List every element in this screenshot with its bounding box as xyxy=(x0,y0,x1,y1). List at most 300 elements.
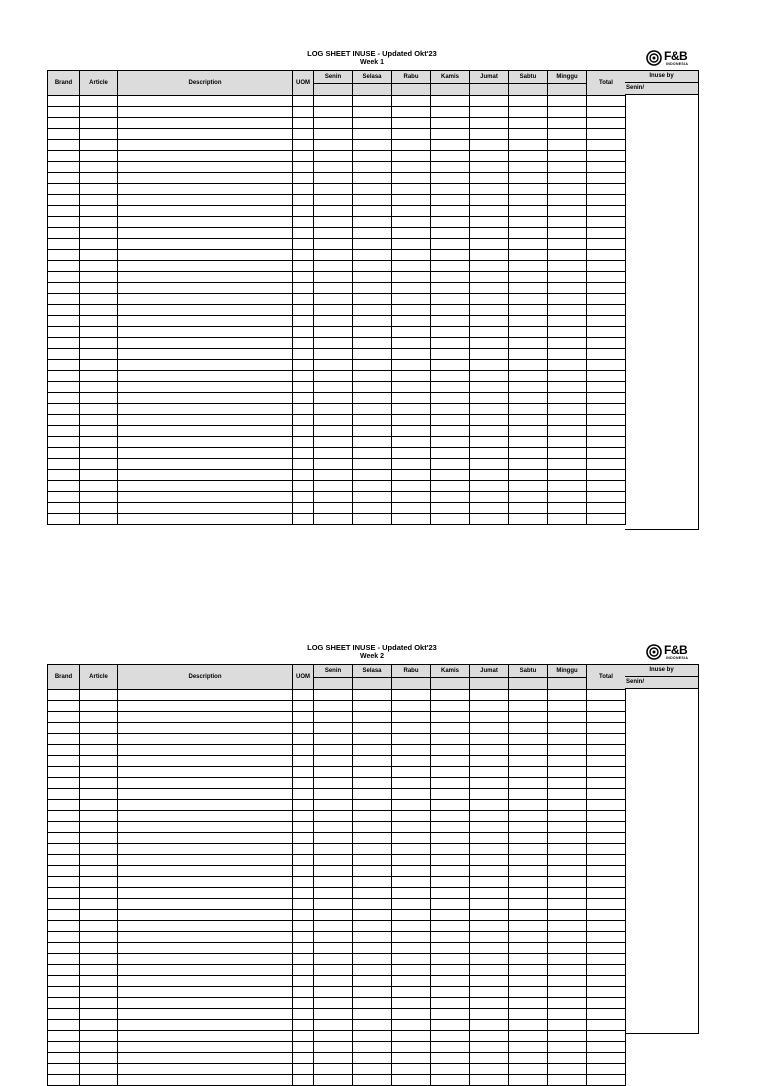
table-cell xyxy=(587,690,626,701)
table-cell xyxy=(353,965,392,976)
table-row xyxy=(48,932,626,943)
table-cell xyxy=(80,371,118,382)
table-cell xyxy=(118,228,293,239)
table-cell xyxy=(587,888,626,899)
table-cell xyxy=(509,327,548,338)
table-row xyxy=(48,107,626,118)
table-cell xyxy=(470,217,509,228)
table-cell xyxy=(48,250,80,261)
table-cell xyxy=(431,943,470,954)
table-cell xyxy=(118,470,293,481)
table-cell xyxy=(48,415,80,426)
table-cell xyxy=(431,965,470,976)
table-cell xyxy=(118,129,293,140)
table-cell xyxy=(470,822,509,833)
table-cell xyxy=(548,338,587,349)
table-cell xyxy=(80,1031,118,1042)
table-cell xyxy=(353,228,392,239)
table-cell xyxy=(353,1053,392,1064)
table-cell xyxy=(353,426,392,437)
table-cell xyxy=(470,1031,509,1042)
table-cell xyxy=(80,448,118,459)
company-logo xyxy=(646,50,702,70)
table-cell xyxy=(80,503,118,514)
table-cell xyxy=(548,448,587,459)
table-cell xyxy=(353,492,392,503)
table-cell xyxy=(392,437,431,448)
table-cell xyxy=(548,943,587,954)
table-cell xyxy=(392,1042,431,1053)
table-cell xyxy=(431,261,470,272)
table-cell xyxy=(48,932,80,943)
table-cell xyxy=(48,360,80,371)
table-cell xyxy=(509,272,548,283)
table-cell xyxy=(470,965,509,976)
table-cell xyxy=(587,965,626,976)
table-cell xyxy=(587,855,626,866)
table-cell xyxy=(392,327,431,338)
table-cell xyxy=(80,283,118,294)
table-cell xyxy=(548,162,587,173)
table-cell xyxy=(392,393,431,404)
table-cell xyxy=(80,712,118,723)
inuse-column xyxy=(625,70,699,530)
table-row xyxy=(48,96,626,107)
table-cell xyxy=(314,855,353,866)
table-cell xyxy=(392,932,431,943)
table-cell xyxy=(587,987,626,998)
table-cell xyxy=(509,162,548,173)
table-cell xyxy=(548,987,587,998)
table-cell xyxy=(470,514,509,525)
table-cell xyxy=(392,129,431,140)
table-cell xyxy=(470,382,509,393)
table-cell xyxy=(293,756,314,767)
table-cell xyxy=(48,217,80,228)
table-cell xyxy=(392,767,431,778)
table-cell xyxy=(431,976,470,987)
table-cell xyxy=(548,481,587,492)
table-cell xyxy=(80,833,118,844)
table-cell xyxy=(293,206,314,217)
table-cell xyxy=(314,305,353,316)
table-cell xyxy=(431,448,470,459)
table-cell xyxy=(470,272,509,283)
col-minggu: Minggu xyxy=(548,665,587,678)
table-cell xyxy=(587,1053,626,1064)
table-cell xyxy=(118,217,293,228)
table-cell xyxy=(548,272,587,283)
table-cell xyxy=(509,195,548,206)
table-cell xyxy=(392,151,431,162)
table-cell xyxy=(314,1075,353,1086)
table-cell xyxy=(118,195,293,206)
table-cell xyxy=(470,800,509,811)
table-cell xyxy=(353,1020,392,1031)
table-cell xyxy=(80,855,118,866)
table-cell xyxy=(48,371,80,382)
col-article: Article xyxy=(80,665,118,690)
table-cell xyxy=(470,723,509,734)
table-cell xyxy=(80,338,118,349)
table-cell xyxy=(48,382,80,393)
table-cell xyxy=(587,767,626,778)
table-cell xyxy=(509,822,548,833)
table-cell xyxy=(470,844,509,855)
table-cell xyxy=(548,1075,587,1086)
table-cell xyxy=(48,426,80,437)
table-cell xyxy=(431,701,470,712)
table-cell xyxy=(314,1031,353,1042)
table-cell xyxy=(509,448,548,459)
table-cell xyxy=(48,283,80,294)
table-cell xyxy=(48,514,80,525)
table-cell xyxy=(470,943,509,954)
table-cell xyxy=(470,690,509,701)
table-cell xyxy=(80,184,118,195)
table-row xyxy=(48,811,626,822)
table-cell xyxy=(587,316,626,327)
table-cell xyxy=(548,250,587,261)
table-cell xyxy=(548,734,587,745)
table-row xyxy=(48,492,626,503)
table-row xyxy=(48,778,626,789)
table-cell xyxy=(470,107,509,118)
table-cell xyxy=(392,503,431,514)
table-row xyxy=(48,789,626,800)
table-cell xyxy=(509,151,548,162)
table-cell xyxy=(470,118,509,129)
table-cell xyxy=(509,107,548,118)
table-cell xyxy=(431,1009,470,1020)
table-cell xyxy=(80,470,118,481)
table-cell xyxy=(48,855,80,866)
table-cell xyxy=(587,217,626,228)
table-cell xyxy=(293,426,314,437)
col-jumat: Jumat xyxy=(470,665,509,678)
table-cell xyxy=(431,1020,470,1031)
table-row xyxy=(48,712,626,723)
table-cell xyxy=(587,866,626,877)
table-cell xyxy=(293,371,314,382)
table-cell xyxy=(548,976,587,987)
table-cell xyxy=(118,778,293,789)
table-cell xyxy=(509,723,548,734)
table-cell xyxy=(80,1009,118,1020)
table-cell xyxy=(80,481,118,492)
table-cell xyxy=(353,118,392,129)
table-cell xyxy=(48,151,80,162)
table-cell xyxy=(470,998,509,1009)
table-row xyxy=(48,283,626,294)
table-cell xyxy=(509,426,548,437)
table-cell xyxy=(548,129,587,140)
table-cell xyxy=(548,723,587,734)
table-cell xyxy=(353,514,392,525)
table-cell xyxy=(80,910,118,921)
table-cell xyxy=(48,723,80,734)
table-cell xyxy=(509,371,548,382)
table-row xyxy=(48,360,626,371)
table-cell xyxy=(587,283,626,294)
table-cell xyxy=(293,767,314,778)
table-cell xyxy=(470,888,509,899)
table-cell xyxy=(293,360,314,371)
table-cell xyxy=(48,459,80,470)
table-cell xyxy=(48,162,80,173)
table-cell xyxy=(548,800,587,811)
table-cell xyxy=(431,855,470,866)
table-cell xyxy=(80,745,118,756)
table-cell xyxy=(118,118,293,129)
table-cell xyxy=(118,1075,293,1086)
table-cell xyxy=(587,811,626,822)
table-cell xyxy=(293,272,314,283)
table-cell xyxy=(48,140,80,151)
table-cell xyxy=(353,866,392,877)
table-cell xyxy=(392,305,431,316)
table-cell xyxy=(431,382,470,393)
table-cell xyxy=(48,811,80,822)
table-cell xyxy=(118,899,293,910)
table-cell xyxy=(587,338,626,349)
table-row xyxy=(48,965,626,976)
table-cell xyxy=(353,184,392,195)
table-cell xyxy=(314,756,353,767)
table-cell xyxy=(80,976,118,987)
table-cell xyxy=(509,360,548,371)
table-cell xyxy=(548,1031,587,1042)
table-row xyxy=(48,415,626,426)
table-cell xyxy=(587,701,626,712)
table-cell xyxy=(293,954,314,965)
table-cell xyxy=(353,481,392,492)
table-cell xyxy=(431,932,470,943)
table-cell xyxy=(470,833,509,844)
table-cell xyxy=(353,151,392,162)
table-cell xyxy=(353,261,392,272)
table-row xyxy=(48,206,626,217)
table-cell xyxy=(293,734,314,745)
col-sabtu-sub xyxy=(509,677,548,690)
table-cell xyxy=(470,734,509,745)
table-cell xyxy=(314,877,353,888)
table-cell xyxy=(548,349,587,360)
table-cell xyxy=(293,129,314,140)
table-cell xyxy=(470,305,509,316)
table-cell xyxy=(314,1064,353,1075)
table-cell xyxy=(548,756,587,767)
table-cell xyxy=(392,1009,431,1020)
table-cell xyxy=(470,954,509,965)
table-cell xyxy=(293,459,314,470)
table-cell xyxy=(80,789,118,800)
table-cell xyxy=(392,448,431,459)
table-cell xyxy=(431,360,470,371)
table-cell xyxy=(353,393,392,404)
table-cell xyxy=(353,1075,392,1086)
table-cell xyxy=(314,789,353,800)
table-cell xyxy=(118,448,293,459)
table-cell xyxy=(509,140,548,151)
table-cell xyxy=(470,349,509,360)
table-cell xyxy=(314,954,353,965)
table-cell xyxy=(353,448,392,459)
table-cell xyxy=(314,184,353,195)
table-cell xyxy=(548,382,587,393)
table-cell xyxy=(293,965,314,976)
table-cell xyxy=(293,382,314,393)
table-cell xyxy=(392,470,431,481)
table-cell xyxy=(48,745,80,756)
table-row xyxy=(48,701,626,712)
table-cell xyxy=(509,910,548,921)
table-cell xyxy=(80,690,118,701)
table-cell xyxy=(48,206,80,217)
table-cell xyxy=(118,734,293,745)
table-cell xyxy=(509,481,548,492)
table-cell xyxy=(392,1053,431,1064)
table-row xyxy=(48,184,626,195)
table-cell xyxy=(509,206,548,217)
table-cell xyxy=(392,954,431,965)
table-cell xyxy=(353,162,392,173)
table-cell xyxy=(353,932,392,943)
table-cell xyxy=(293,712,314,723)
table-cell xyxy=(431,723,470,734)
logo-brand: F&B xyxy=(664,643,688,657)
table-cell xyxy=(392,360,431,371)
table-cell xyxy=(293,470,314,481)
table-cell xyxy=(392,514,431,525)
table-cell xyxy=(293,261,314,272)
table-cell xyxy=(548,844,587,855)
table-cell xyxy=(80,1042,118,1053)
table-cell xyxy=(509,767,548,778)
table-cell xyxy=(353,734,392,745)
table-cell xyxy=(48,833,80,844)
table-cell xyxy=(293,833,314,844)
table-cell xyxy=(314,492,353,503)
sheet-title: LOG SHEET INUSE - Updated Okt'23 xyxy=(307,643,437,652)
table-cell xyxy=(548,921,587,932)
table-cell xyxy=(431,921,470,932)
table-cell xyxy=(293,987,314,998)
table-cell xyxy=(118,756,293,767)
table-cell xyxy=(353,822,392,833)
table-cell xyxy=(353,283,392,294)
table-cell xyxy=(470,756,509,767)
table-cell xyxy=(548,217,587,228)
table-cell xyxy=(392,745,431,756)
table-row xyxy=(48,514,626,525)
table-cell xyxy=(587,470,626,481)
col-minggu-sub xyxy=(548,677,587,690)
table-cell xyxy=(392,283,431,294)
inuse-header: Inuse by xyxy=(625,665,698,677)
table-cell xyxy=(293,327,314,338)
table-cell xyxy=(509,1031,548,1042)
table-cell xyxy=(80,866,118,877)
table-cell xyxy=(118,987,293,998)
table-cell xyxy=(118,261,293,272)
table-cell xyxy=(293,184,314,195)
table-cell xyxy=(587,272,626,283)
table-cell xyxy=(470,932,509,943)
table-cell xyxy=(48,173,80,184)
table-cell xyxy=(509,1020,548,1031)
table-cell xyxy=(587,1009,626,1020)
table-cell xyxy=(293,789,314,800)
table-cell xyxy=(392,987,431,998)
table-cell xyxy=(470,393,509,404)
table-cell xyxy=(293,910,314,921)
table-cell xyxy=(353,723,392,734)
table-cell xyxy=(470,855,509,866)
table-cell xyxy=(509,976,548,987)
col-rabu-sub xyxy=(392,677,431,690)
table-cell xyxy=(587,118,626,129)
table-row xyxy=(48,976,626,987)
table-cell xyxy=(314,734,353,745)
table-cell xyxy=(470,162,509,173)
table-cell xyxy=(353,778,392,789)
table-cell xyxy=(353,382,392,393)
table-cell xyxy=(587,206,626,217)
table-cell xyxy=(392,426,431,437)
table-cell xyxy=(293,107,314,118)
table-cell xyxy=(470,283,509,294)
table-cell xyxy=(509,503,548,514)
table-cell xyxy=(353,745,392,756)
table-cell xyxy=(80,756,118,767)
table-cell xyxy=(353,954,392,965)
table-cell xyxy=(548,690,587,701)
table-cell xyxy=(392,1075,431,1086)
table-cell xyxy=(118,184,293,195)
table-cell xyxy=(314,437,353,448)
table-row xyxy=(48,151,626,162)
table-row xyxy=(48,327,626,338)
table-cell xyxy=(431,712,470,723)
table-cell xyxy=(293,338,314,349)
table-cell xyxy=(392,162,431,173)
table-cell xyxy=(509,283,548,294)
table-row xyxy=(48,822,626,833)
table-cell xyxy=(314,888,353,899)
table-cell xyxy=(118,371,293,382)
table-cell xyxy=(80,206,118,217)
table-cell xyxy=(353,1031,392,1042)
table-cell xyxy=(80,239,118,250)
table-cell xyxy=(353,437,392,448)
table-cell xyxy=(548,96,587,107)
table-cell xyxy=(48,239,80,250)
table-cell xyxy=(293,481,314,492)
table-cell xyxy=(587,294,626,305)
table-cell xyxy=(392,855,431,866)
table-cell xyxy=(118,910,293,921)
table-row xyxy=(48,316,626,327)
table-cell xyxy=(431,184,470,195)
table-row xyxy=(48,470,626,481)
table-cell xyxy=(353,239,392,250)
table-row xyxy=(48,888,626,899)
table-cell xyxy=(314,118,353,129)
table-cell xyxy=(48,349,80,360)
table-cell xyxy=(548,140,587,151)
table-cell xyxy=(548,327,587,338)
